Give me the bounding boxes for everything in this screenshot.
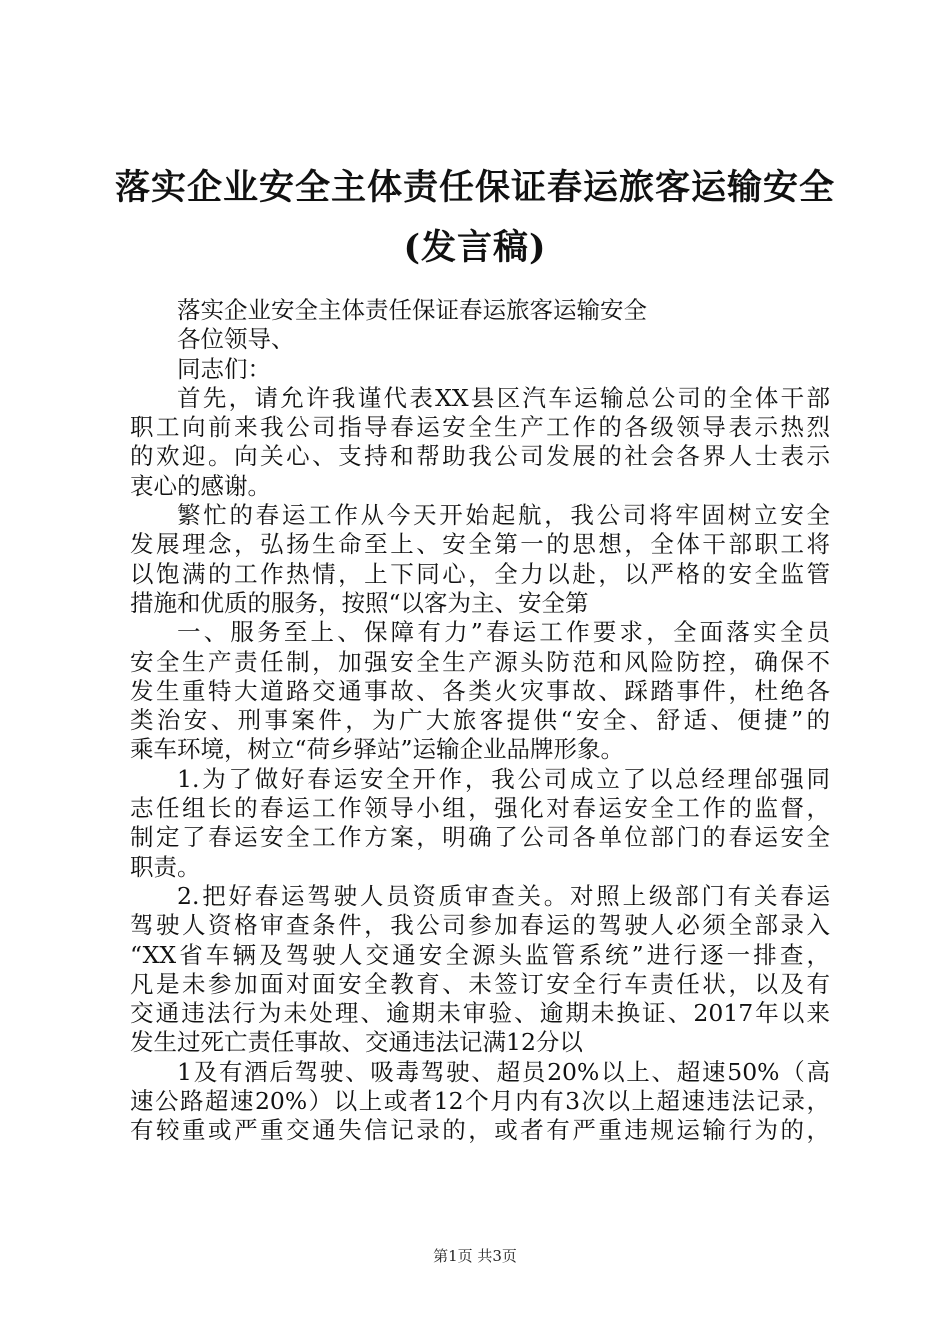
body-text-line: 制定了春运安全工作方案，明确了公司各单位部门的春运安全 — [130, 823, 830, 852]
body-text-line: 有较重或严重交通失信记录的，或者有严重违规运输行为的， — [130, 1116, 830, 1145]
body-text-line: 各位领导、 — [177, 325, 295, 354]
body-text-line: 一、服务至上、保障有力”春运工作要求，全面落实全员 — [177, 618, 830, 647]
body-text-line: 职工向前来我公司指导春运安全生产工作的各级领导表示热烈 — [130, 413, 830, 442]
document-body — [130, 296, 830, 1146]
body-text-line: 同志们： — [177, 354, 271, 383]
body-text-line: 以饱满的工作热情，上下同心，全力以赴，以严格的安全监管 — [130, 559, 830, 588]
body-text-line: 1及有酒后驾驶、吸毒驾驶、超员20%以上、超速50%（高 — [177, 1057, 830, 1086]
document-title-line-1: 落实企业安全主体责任保证春运旅客运输安全 — [114, 167, 835, 208]
body-text-line: 速公路超速20%）以上或者12个月内有3次以上超速违法记录， — [130, 1087, 830, 1116]
body-text-line: 类治安、刑事案件，为广大旅客提供“安全、舒适、便捷”的 — [130, 706, 830, 735]
body-text-line: 职责。 — [130, 852, 201, 881]
body-text-line: 志任组长的春运工作领导小组，强化对春运安全工作的监督， — [130, 794, 830, 823]
body-text-line: 发展理念，弘扬生命至上、安全第一的思想，全体干部职工将 — [130, 530, 830, 559]
body-text-line: 的欢迎。向关心、支持和帮助我公司发展的社会各界人士表示 — [130, 442, 830, 471]
document-title-line-2: (发言稿) — [403, 227, 547, 268]
body-text-line: 繁忙的春运工作从今天开始起航，我公司将牢固树立安全 — [177, 501, 830, 530]
body-text-line: “XX省车辆及驾驶人交通安全源头监管系统”进行逐一排查， — [130, 940, 830, 969]
body-text-line: 2.把好春运驾驶人员资质审查关。对照上级部门有关春运 — [177, 881, 830, 910]
body-text-line: 交通违法行为未处理、逾期未审验、逾期未换证、2017年以来 — [130, 999, 830, 1028]
body-text-line: 衷心的感谢。 — [130, 471, 271, 500]
body-text-line: 发生重特大道路交通事故、各类火灾事故、踩踏事件，杜绝各 — [130, 676, 830, 705]
page-footer: 第1页 共3页 — [433, 1247, 517, 1265]
body-text-line: 首先，请允许我谨代表XX县区汽车运输总公司的全体干部 — [177, 383, 830, 412]
body-text-line: 落实企业安全主体责任保证春运旅客运输安全 — [177, 296, 647, 324]
body-text-line: 乘车环境，树立“荷乡驿站”运输企业品牌形象。 — [130, 735, 625, 764]
body-text-line: 驾驶人资格审查条件，我公司参加春运的驾驶人必须全部录入 — [130, 911, 830, 940]
body-text-line: 凡是未参加面对面安全教育、未签订安全行车责任状，以及有 — [130, 969, 830, 998]
body-text-line: 措施和优质的服务，按照“以客为主、安全第 — [130, 588, 589, 617]
body-text-line: 安全生产责任制，加强安全生产源头防范和风险防控，确保不 — [130, 647, 830, 676]
body-text-line: 发生过死亡责任事故、交通违法记满12分以 — [130, 1028, 583, 1057]
body-text-line: 1.为了做好春运安全开作，我公司成立了以总经理邰强同 — [177, 764, 830, 793]
